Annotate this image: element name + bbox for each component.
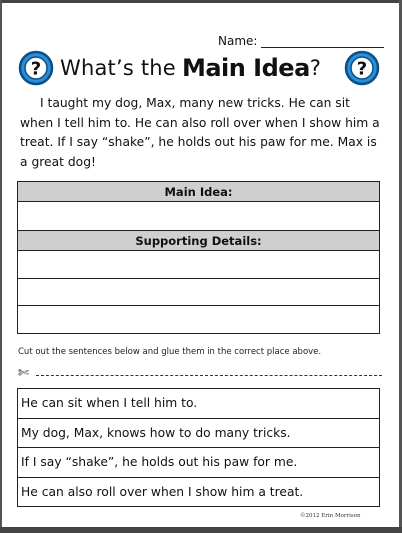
question-mark-glyph: ?	[30, 58, 42, 80]
supporting-detail-box[interactable]	[18, 306, 380, 334]
sentence-strip[interactable]: He can sit when I tell him to.	[18, 389, 380, 419]
page-title	[60, 52, 342, 84]
sentence-strip[interactable]: He can also roll over when I show him a treat.	[18, 477, 380, 507]
sentence-strip[interactable]: If I say “shake”, he holds out his paw for me.	[18, 448, 380, 478]
scissors-icon: ✄	[18, 366, 29, 381]
title-main-idea: Main Idea	[181, 54, 310, 82]
title-question-mark: ?	[309, 56, 322, 80]
page-frame-bottom	[0, 527, 402, 533]
supporting-detail-box[interactable]	[18, 251, 380, 279]
passage-text: I taught my dog, Max, many new tricks. He can sit when I tell him to. He can also roll over when I show him a treat. If I say “shake”, he holds out his paw for me. Max is a great dog!	[20, 96, 380, 169]
page-frame-left	[0, 0, 2, 533]
name-field[interactable]	[218, 32, 384, 48]
question-mark-icon	[18, 50, 54, 86]
supporting-details-header: Supporting Details:	[18, 231, 380, 251]
name-blank-line[interactable]	[261, 36, 384, 48]
main-idea-box[interactable]	[18, 202, 380, 231]
title-prefix: What’s the	[60, 56, 176, 80]
cut-line	[18, 368, 382, 382]
graphic-organizer	[17, 181, 380, 334]
question-mark-glyph: ?	[356, 58, 368, 80]
question-mark-icon	[344, 50, 380, 86]
dashed-cut-line	[36, 375, 382, 376]
supporting-detail-box[interactable]	[18, 278, 380, 306]
main-idea-header: Main Idea:	[18, 182, 380, 202]
page-frame-top	[0, 0, 402, 3]
name-label: Name:	[218, 34, 258, 48]
reading-passage	[20, 94, 384, 172]
sentence-strips	[17, 388, 380, 507]
instructions-text: Cut out the sentences below and glue them in the correct place above.	[18, 347, 322, 357]
sentence-strip[interactable]: My dog, Max, knows how to do many tricks.	[18, 418, 380, 448]
copyright-notice: ©2012 Erin Morrison	[300, 513, 361, 519]
